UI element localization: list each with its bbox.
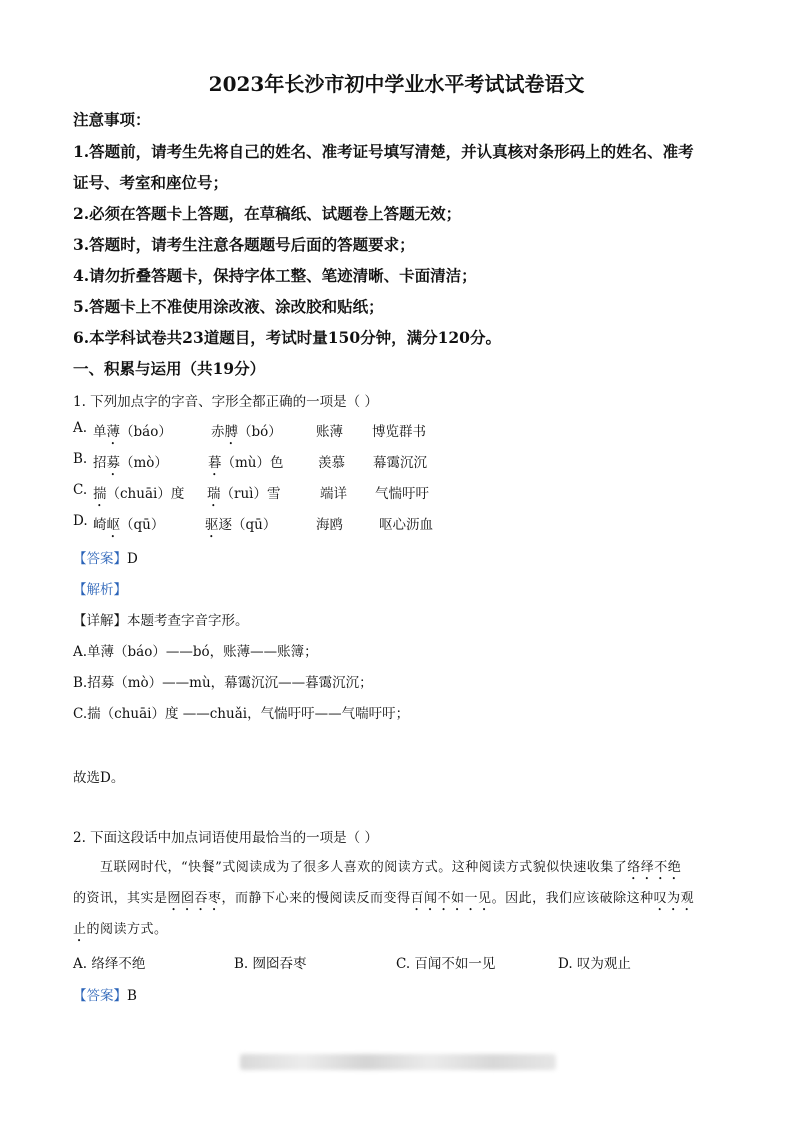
question-stem: 2. 下面这段话中加点词语使用最恰当的一项是（ ） bbox=[73, 830, 378, 846]
option-word: 账薄 bbox=[316, 424, 343, 440]
explanation-a: A.单薄（báo）——bó，账薄——账簿； bbox=[73, 644, 318, 660]
option-d: D. 叹为观止 bbox=[558, 956, 631, 972]
option-word: 崎岖（qū） bbox=[93, 517, 165, 533]
answer-tag: 【答案】 bbox=[73, 988, 127, 1004]
option-c: C. 百闻不如一见 bbox=[396, 956, 496, 972]
option-word: 气惴吁吁 bbox=[375, 486, 429, 502]
option-a: A. 络绎不绝 bbox=[73, 956, 146, 972]
page-title: 2023年长沙市初中学业水平考试试卷语文 bbox=[208, 72, 585, 96]
option-word: 招募（mò） bbox=[93, 455, 168, 471]
passage-line: 的资讯，其实是囫囵吞枣，而静下心来的慢阅读反而变得百闻不如一见。因此，我们应该破除这种叹为观 bbox=[73, 891, 695, 906]
option-word: 暮（mù）色 bbox=[208, 455, 284, 471]
option-label: C. bbox=[73, 482, 88, 498]
option-word: 海鸥 bbox=[316, 517, 343, 533]
answer-value: B bbox=[127, 988, 137, 1004]
option-word: 羡慕 bbox=[318, 455, 345, 471]
option-word: 单薄（báo） bbox=[93, 424, 172, 440]
option-word: 瑞（ruì）雪 bbox=[207, 486, 281, 502]
notice-item: 5.答题卡上不准使用涂改液、涂改胶和贴纸； bbox=[73, 297, 384, 316]
notice-item: 证号、考室和座位号； bbox=[73, 173, 229, 192]
notice-item: 2.必须在答题卡上答题，在草稿纸、试题卷上答题无效； bbox=[73, 204, 462, 223]
option-word: 端详 bbox=[320, 486, 347, 502]
answer-value: D bbox=[127, 551, 138, 567]
blurred-footer bbox=[240, 1054, 556, 1070]
analysis-tag: 【解析】 bbox=[73, 582, 127, 598]
option-b: B. 囫囵吞枣 bbox=[234, 956, 307, 972]
notice-item: 6.本学科试卷共23道题目，考试时量150分钟，满分120分。 bbox=[73, 328, 501, 347]
option-label: D. bbox=[73, 513, 88, 529]
explanation-b: B.招募（mò）——mù，幕霭沉沉——暮霭沉沉； bbox=[73, 675, 373, 691]
conclusion: 故选D。 bbox=[73, 770, 125, 786]
question-stem: 1. 下列加点字的字音、字形全都正确的一项是（ ） bbox=[73, 394, 378, 410]
section-heading: 一、积累与运用（共19分） bbox=[73, 359, 266, 378]
notice-item: 1.答题前，请考生先将自己的姓名、准考证号填写清楚，并认真核对条形码上的姓名、准考 bbox=[73, 142, 694, 161]
answer-line bbox=[73, 547, 138, 567]
option-word: 赤膊（bó） bbox=[211, 424, 282, 440]
passage-line: 止的阅读方式。 bbox=[73, 922, 168, 937]
answer-tag: 【答案】 bbox=[73, 551, 127, 567]
option-word: 揣（chuāi）度 bbox=[93, 486, 185, 502]
option-label: A. bbox=[73, 420, 88, 436]
explanation-c: C.揣（chuāi）度 ——chuǎi，气惴吁吁——气喘吁吁； bbox=[73, 706, 410, 722]
passage-line: 互联网时代，“快餐”式阅读成为了很多人喜欢的阅读方式。这种阅读方式貌似快速收集了络绎不绝 bbox=[100, 860, 682, 875]
option-word: 驱逐（qū） bbox=[205, 517, 277, 533]
detail-text: 【详解】本题考查字音字形。 bbox=[73, 613, 249, 629]
answer-line bbox=[73, 984, 137, 1004]
option-word: 博览群书 bbox=[372, 424, 426, 440]
option-word: 幕霭沉沉 bbox=[373, 455, 427, 471]
notice-heading: 注意事项： bbox=[73, 110, 151, 129]
option-label: B. bbox=[73, 451, 88, 467]
notice-item: 4.请勿折叠答题卡，保持字体工整、笔迹清晰、卡面清洁； bbox=[73, 266, 477, 285]
notice-item: 3.答题时，请考生注意各题题号后面的答题要求； bbox=[73, 235, 415, 254]
option-word: 呕心沥血 bbox=[379, 517, 433, 533]
